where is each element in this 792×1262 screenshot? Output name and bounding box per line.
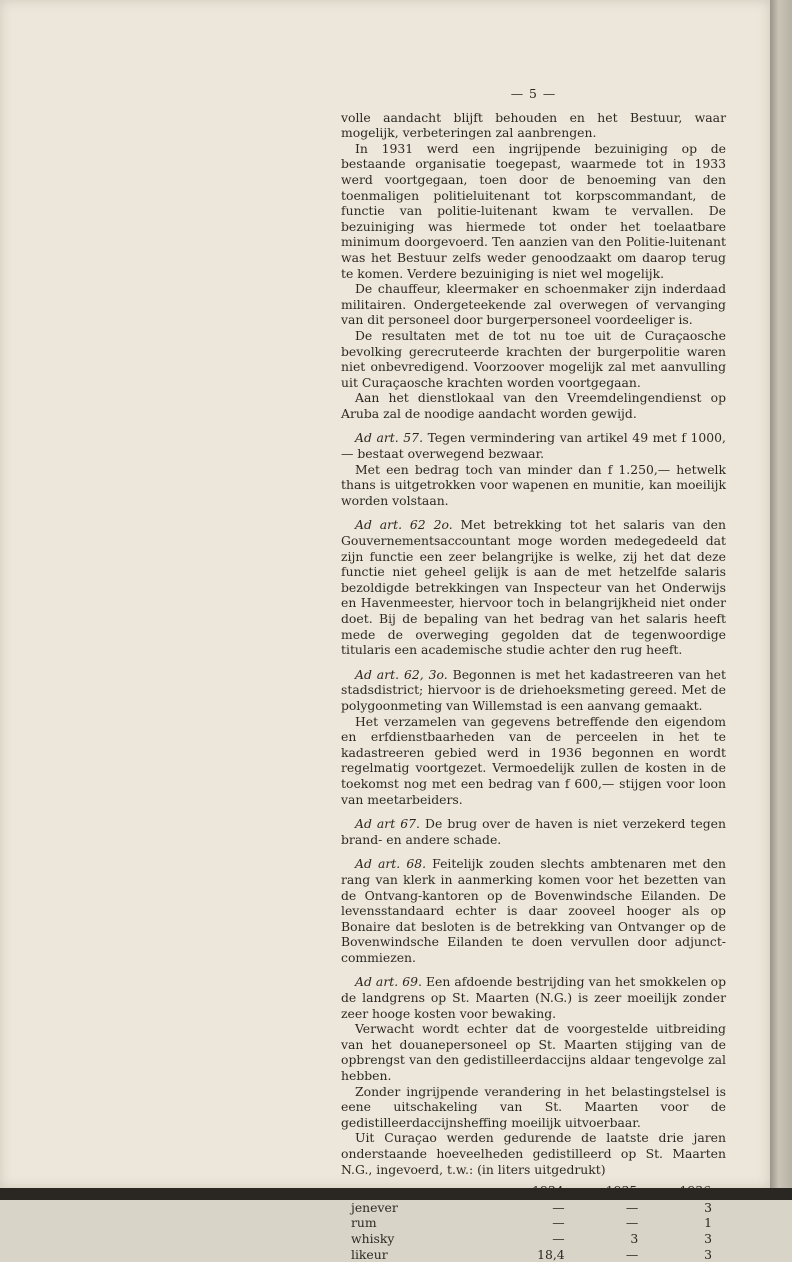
- paragraph-ad-art-68: Ad art. 68. Feitelijk zouden slechts ambtenaren met den rang van klerk in aanmerking komen voor het bezetten van de Ontvang-kantoren op de Bovenwindsche Eilanden. De levensstandaard echter is daar zooveel hooger als op Bonaire dat besloten is de betrekking van Ontvanger op de Bovenwindsche Eilanden te doen vervullen door adjunct-commiezen.: [341, 856, 726, 965]
- table-cell: 3: [630, 1230, 639, 1246]
- row-label: likeur: [351, 1246, 388, 1262]
- paragraph: Het verzamelen van gegevens betreffende den eigendom en erfdienstbaarheden van de perceelen in het te kadastreeren gebied werd in 1936 begonnen en wordt regelmatig voortgezet. Vermoedelijk zullen de kosten in de toekomst nog met een bedrag van f 600,— stijgen voor loon van meetarbeiders.: [341, 713, 726, 807]
- table-cell: 3: [704, 1230, 712, 1246]
- paragraph-ad-art-62-2: Ad art. 62 2o. Met betrekking tot het salaris van den Gouvernementsaccountant moge worden medegedeeld dat zijn functie een zeer belangrijke is welke, zij het dat deze functie niet geheel gelijk is aan de met hetzelfde salaris bezoldigde betrekkingen van Inspecteur van het Onderwijs en Havenmeester, hiervoor toch in belangrijkheid niet onder doet. Bij de bepaling van het bedrag van het salaris heeft mede de overweging gegolden dat de tegenwoordige titularis een academische studie achter den rug heeft.: [341, 517, 726, 658]
- article-reference: Ad art. 69.: [355, 974, 422, 990]
- paragraph-ad-art-69: Ad art. 69. Een afdoende bestrijding van het smokkelen op de landgrens op St. Maarten (N.G.) is zeer moeilijk zonder zeer hooge kosten voor bewaking.: [341, 974, 727, 1021]
- scan-edge-bottom: [0, 1188, 792, 1200]
- table-cell: 3: [704, 1199, 712, 1215]
- article-reference: Ad art. 62, 3o.: [355, 666, 448, 682]
- article-reference: Ad art. 68.: [355, 856, 427, 872]
- article-reference: Ad art. 57.: [355, 430, 424, 446]
- table-row: [341, 1200, 712, 1216]
- article-reference: Ad art 67.: [355, 816, 420, 832]
- table-cell: —: [552, 1230, 565, 1246]
- scan-edge-right: [770, 0, 792, 1200]
- paragraph: Verwacht wordt echter dat de voorgestelde uitbreiding van het douanepersoneel op St. Maarten stijging van de opbrengst van den gedistilleerdaccijns aldaar tengevolge zal hebben.: [341, 1021, 726, 1084]
- table-cell: 1: [704, 1215, 712, 1231]
- paragraph-ad-art-57: Ad art. 57. Tegen vermindering van artikel 49 met f 1000,— bestaat overwegend bezwaar.: [341, 430, 726, 462]
- table-cell: —: [552, 1215, 565, 1231]
- paragraph-ad-art-67: Ad art 67. De brug over de haven is niet verzekerd tegen brand- en andere schade.: [341, 816, 726, 847]
- paragraph-ad-art-62-3: Ad art. 62, 3o. Begonnen is met het kadastreeren van het stadsdistrict; hiervoor is de driehoeksmeting gereed. Met de polygoonmeting van Willemstad is een aanvang gemaakt.: [341, 666, 726, 713]
- table-cell: —: [625, 1199, 639, 1215]
- article-reference: Ad art. 62 2o.: [355, 517, 453, 533]
- row-label: whisky: [351, 1230, 395, 1246]
- table-cell: —: [625, 1215, 639, 1231]
- table-row: [341, 1247, 712, 1262]
- paragraph: volle aandacht blijft behouden en het Bestuur, waar mogelijk, verbeteringen zal aanbrengen.: [341, 109, 726, 141]
- paragraph: Uit Curaçao werden gedurende de laatste drie jaren onderstaande hoeveelheden gedistilleerd op St. Maarten N.G., ingevoerd, t.w.: (in liters uitgedrukt): [341, 1130, 726, 1177]
- row-label: jenever: [351, 1199, 398, 1215]
- table-cell: 18,4: [537, 1246, 565, 1262]
- table-cell: 3: [704, 1246, 712, 1262]
- row-label: rum: [351, 1215, 377, 1231]
- table-row: [341, 1231, 712, 1247]
- paragraph: Met een bedrag toch van minder dan f 1.250,— hetwelk thans is uitgetrokken voor wapenen en munitie, kan moeilijk worden volstaan.: [341, 461, 726, 508]
- paragraph: Aan het dienstlokaal van den Vreemdelingendienst op Aruba zal de noodige aandacht worden gewijd.: [341, 390, 726, 421]
- table-cell: —: [625, 1246, 639, 1262]
- paragraph: Zonder ingrijpende verandering in het belastingstelsel is eene uitschakeling van St. Maarten voor de gedistilleerdaccijnsheffing moeilijk uitvoerbaar.: [341, 1083, 726, 1130]
- table-row: [341, 1215, 712, 1231]
- table-cell: —: [552, 1199, 565, 1215]
- page-content: [341, 86, 726, 1262]
- paragraph: In 1931 werd een ingrijpende bezuiniging op de bestaande organisatie toegepast, waarmede tot in 1933 werd voortgegaan, toen door de benoeming van den toenmaligen politieluitenant tot korpscommandant, de functie van politie-luitenant kwam te vervallen. De bezuiniging was hiermede tot onder het toelaatbare minimum doorgevoerd. Ten aanzien van den Politie-luitenant was het Bestuur zelfs weder genoodzaakt om daarop terug te komen. Verdere bezuiniging is niet wel mogelijk.: [341, 140, 726, 281]
- paragraph: De chauffeur, kleermaker en schoenmaker zijn inderdaad militairen. Ondergeteekende zal overwegen of vervanging van dit personeel door burgerpersoneel voordeeliger is.: [341, 281, 726, 328]
- page-number: — 5 —: [510, 86, 557, 101]
- paragraph: De resultaten met de tot nu toe uit de Curaçaosche bevolking gerecruteerde krachten der burgerpolitie waren niet onbevredigend. Voorzoover mogelijk zal met aanvulling uit Curaçaosche krachten worden voortgegaan.: [341, 327, 726, 390]
